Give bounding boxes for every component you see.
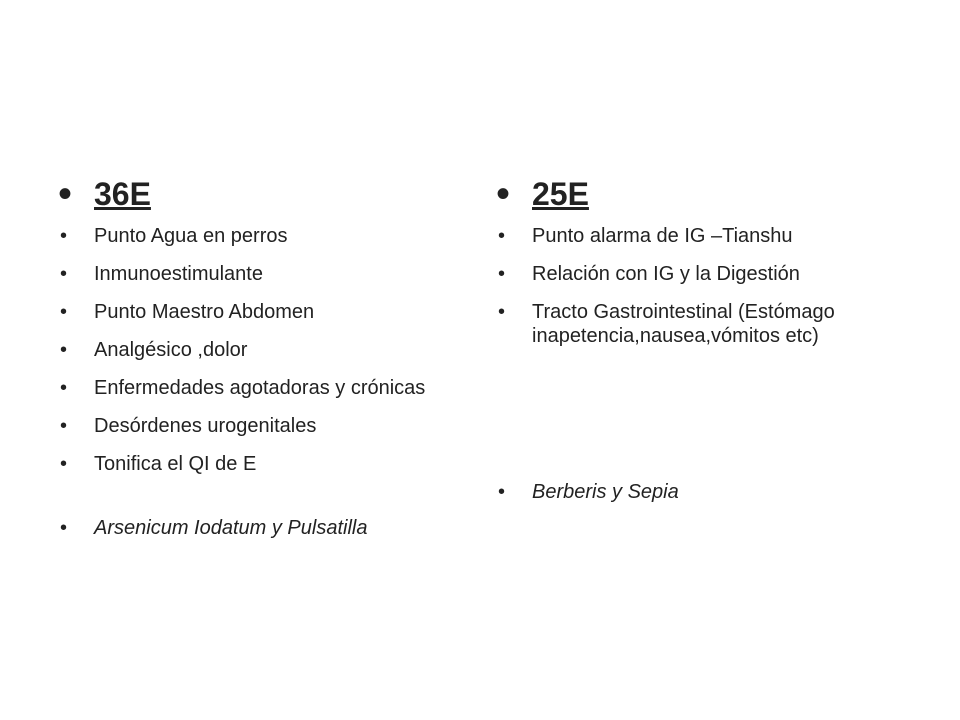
bullet-icon: • [60,453,68,475]
left-heading-text: 36E [94,176,151,212]
list-item [496,300,892,348]
bullet-icon: • [498,263,506,285]
list-item [58,338,478,362]
list-item-text: Punto alarma de IG –Tianshu [532,225,793,247]
bullet-icon: • [60,225,68,247]
list-item [58,376,478,400]
left-column [58,168,478,554]
list-item-text: Inmunoestimulante [94,263,263,285]
bullet-icon: • [60,415,68,437]
bullet-icon: • [498,301,506,323]
left-heading [58,168,478,220]
list-item-text: Enfermedades agotadoras y crónicas [94,377,426,399]
list-item [58,452,478,476]
list-item-text: Tracto Gastrointestinal (Estómago inapetencia,nausea,vómitos etc) [532,301,835,347]
list-item [58,262,478,286]
list-item [58,414,478,438]
bullet-icon: • [58,172,73,216]
right-heading [496,168,916,220]
list-item-text: Analgésico ,dolor [94,339,248,361]
bullet-icon: • [60,377,68,399]
list-item [496,262,916,286]
bullet-icon: • [60,517,68,539]
left-remedy [58,516,478,540]
bullet-icon: • [60,301,68,323]
left-remedy-text: Arsenicum Iodatum y Pulsatilla [94,517,368,539]
list-item-text: Relación con IG y la Digestión [532,263,800,285]
list-item-text: Tonifica el QI de E [94,453,257,475]
list-item [496,224,916,248]
list-item-text: Punto Maestro Abdomen [94,301,315,323]
right-remedy [496,480,916,504]
list-item [58,300,478,324]
list-item-text: Desórdenes urogenitales [94,415,317,437]
right-remedy-text: Berberis y Sepia [532,481,679,503]
bullet-icon: • [498,481,506,503]
bullet-icon: • [60,339,68,361]
right-column [496,168,916,518]
list-item-text: Punto Agua en perros [94,225,288,247]
bullet-icon: • [498,225,506,247]
bullet-icon: • [60,263,68,285]
list-item [58,224,478,248]
bullet-icon: • [496,172,511,216]
right-heading-text: 25E [532,176,589,212]
